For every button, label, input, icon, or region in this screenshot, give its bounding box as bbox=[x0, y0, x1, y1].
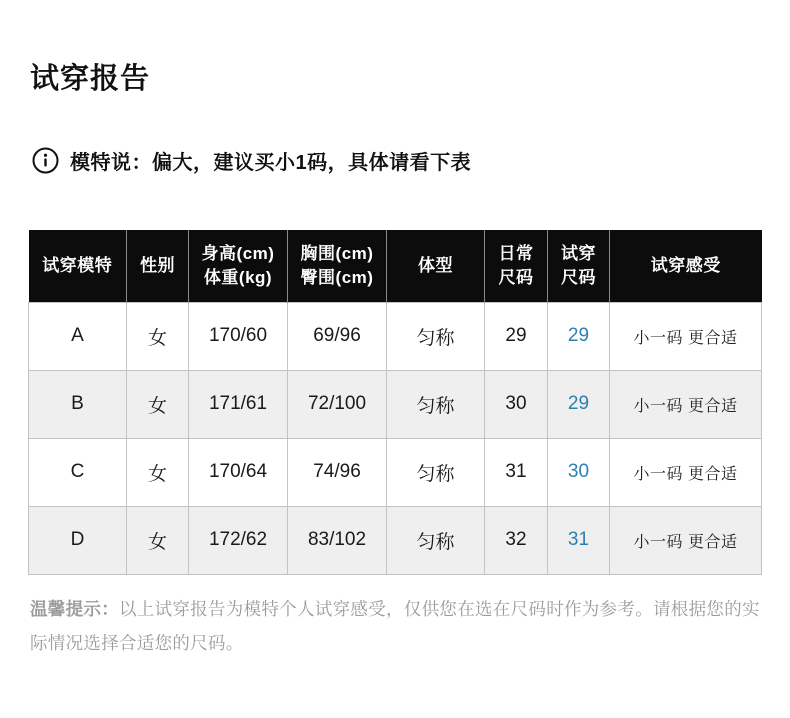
cell-model: A bbox=[29, 302, 127, 370]
cell-tried-size: 29 bbox=[548, 302, 610, 370]
cell-bust-hip: 74/96 bbox=[288, 438, 387, 506]
info-circle-icon bbox=[32, 147, 59, 174]
table-row bbox=[29, 438, 762, 506]
cell-body-type: 匀称 bbox=[387, 506, 485, 574]
cell-daily-size: 29 bbox=[485, 302, 548, 370]
cell-height-weight: 170/64 bbox=[189, 438, 288, 506]
model-notice bbox=[32, 146, 471, 175]
cell-feedback: 小一码 更合适 bbox=[610, 506, 762, 574]
cell-body-type: 匀称 bbox=[387, 302, 485, 370]
cell-bust-hip: 83/102 bbox=[288, 506, 387, 574]
cell-height-weight: 170/60 bbox=[189, 302, 288, 370]
cell-body-type: 匀称 bbox=[387, 438, 485, 506]
cell-model: C bbox=[29, 438, 127, 506]
footnote-prefix: 温馨提示： bbox=[30, 599, 119, 619]
footnote-text: 以上试穿报告为模特个人试穿感受，仅供您在选在尺码时作为参考。请根据您的实际情况选择合适您的尺码。 bbox=[30, 599, 760, 653]
col-header-model: 试穿模特 bbox=[29, 230, 127, 302]
cell-feedback: 小一码 更合适 bbox=[610, 438, 762, 506]
cell-daily-size: 31 bbox=[485, 438, 548, 506]
cell-feedback: 小一码 更合适 bbox=[610, 370, 762, 438]
cell-feedback: 小一码 更合适 bbox=[610, 302, 762, 370]
table-header bbox=[29, 230, 762, 302]
page-title: 试穿报告 bbox=[30, 63, 151, 95]
cell-gender: 女 bbox=[127, 302, 189, 370]
cell-model: B bbox=[29, 370, 127, 438]
cell-tried-size: 31 bbox=[548, 506, 610, 574]
table-header-row bbox=[29, 230, 762, 302]
table-row bbox=[29, 370, 762, 438]
table-row bbox=[29, 302, 762, 370]
col-header-daily-size: 日常 尺码 bbox=[485, 230, 548, 302]
col-header-body-type: 体型 bbox=[387, 230, 485, 302]
cell-bust-hip: 72/100 bbox=[288, 370, 387, 438]
cell-model: D bbox=[29, 506, 127, 574]
cell-body-type: 匀称 bbox=[387, 370, 485, 438]
col-header-bust-hip: 胸围(cm) 臀围(cm) bbox=[288, 230, 387, 302]
cell-tried-size: 29 bbox=[548, 370, 610, 438]
cell-daily-size: 30 bbox=[485, 370, 548, 438]
cell-gender: 女 bbox=[127, 370, 189, 438]
table-row bbox=[29, 506, 762, 574]
cell-daily-size: 32 bbox=[485, 506, 548, 574]
cell-height-weight: 171/61 bbox=[189, 370, 288, 438]
col-header-height-weight: 身高(cm) 体重(kg) bbox=[189, 230, 288, 302]
cell-gender: 女 bbox=[127, 506, 189, 574]
col-header-feedback: 试穿感受 bbox=[610, 230, 762, 302]
fit-report-table bbox=[28, 230, 762, 575]
col-header-tried-size: 试穿 尺码 bbox=[548, 230, 610, 302]
cell-bust-hip: 69/96 bbox=[288, 302, 387, 370]
model-notice-text: 模特说：偏大，建议买小1码，具体请看下表 bbox=[70, 152, 472, 174]
table-body bbox=[29, 302, 762, 574]
col-header-gender: 性别 bbox=[127, 230, 189, 302]
cell-tried-size: 30 bbox=[548, 438, 610, 506]
cell-height-weight: 172/62 bbox=[189, 506, 288, 574]
footnote bbox=[30, 592, 762, 660]
cell-gender: 女 bbox=[127, 438, 189, 506]
